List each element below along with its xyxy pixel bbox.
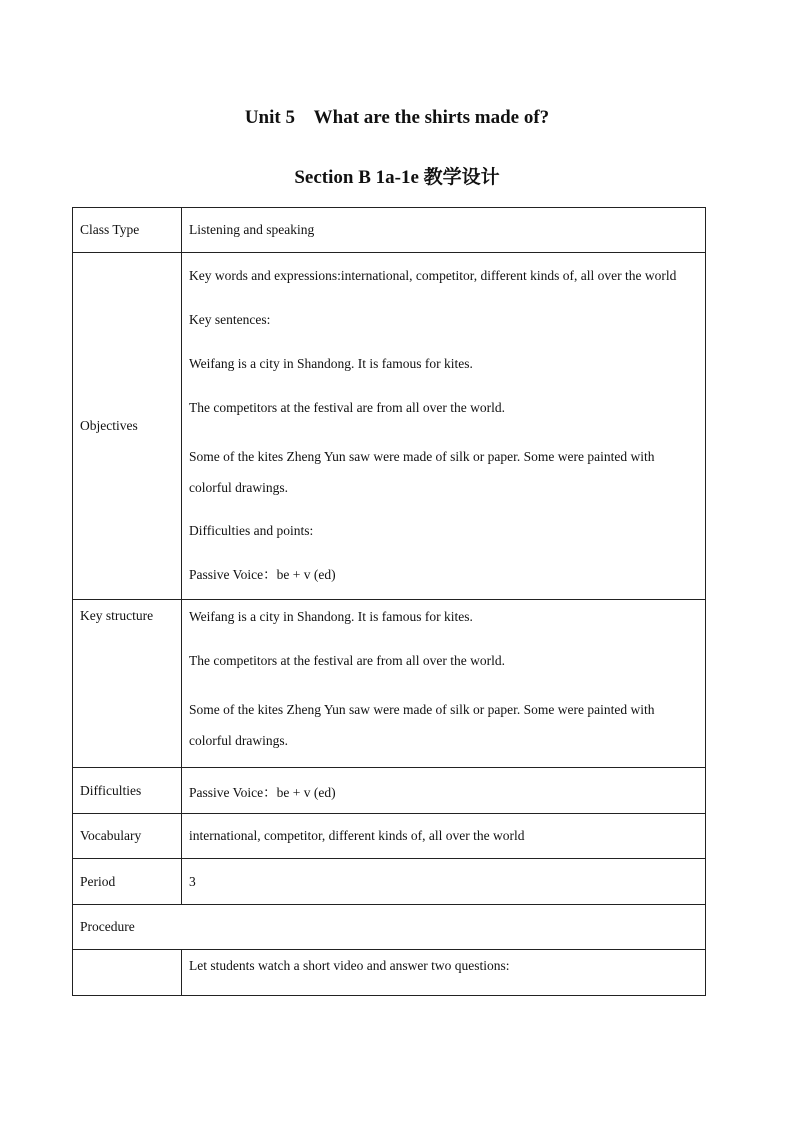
document-subtitle: Section B 1a-1e 教学设计 bbox=[294, 167, 500, 188]
value-class-type: Listening and speaking bbox=[182, 208, 706, 253]
label-key-structure: Key structure bbox=[73, 600, 182, 768]
row-class-type bbox=[73, 208, 706, 253]
objectives-line: Key sentences: bbox=[189, 311, 271, 327]
label-difficulties: Difficulties bbox=[73, 768, 182, 814]
row-difficulties bbox=[73, 768, 706, 814]
key-structure-line: Weifang is a city in Shandong. It is famous for kites. bbox=[189, 609, 473, 624]
label-procedure-step bbox=[73, 950, 182, 996]
value-vocabulary: international, competitor, different kinds of, all over the world bbox=[182, 814, 706, 859]
row-key-structure bbox=[73, 600, 706, 768]
key-structure-line: The competitors at the festival are from all over the world. bbox=[189, 653, 506, 668]
objectives-line: Weifang is a city in Shandong. It is famous for kites. bbox=[189, 355, 473, 371]
objectives-line: Passive Voice：be + v (ed) bbox=[189, 566, 336, 582]
value-key-structure bbox=[182, 600, 706, 768]
value-period: 3 bbox=[182, 859, 706, 905]
objectives-line: The competitors at the festival are from all over the world. bbox=[189, 399, 506, 415]
row-vocabulary bbox=[73, 814, 706, 859]
row-procedure-step bbox=[73, 950, 706, 996]
objectives-line: Difficulties and points: bbox=[189, 522, 314, 538]
value-difficulties: Passive Voice：be + v (ed) bbox=[182, 768, 706, 814]
label-period: Period bbox=[73, 859, 182, 905]
label-procedure: Procedure bbox=[73, 905, 706, 950]
label-class-type: Class Type bbox=[73, 208, 182, 253]
objectives-line: Some of the kites Zheng Yun saw were made of silk or paper. Some were painted with colorful drawings. bbox=[189, 448, 655, 495]
row-procedure bbox=[73, 905, 706, 950]
label-vocabulary: Vocabulary bbox=[73, 814, 182, 859]
key-structure-line: Some of the kites Zheng Yun saw were made of silk or paper. Some were painted with colorful drawings. bbox=[189, 702, 655, 748]
objectives-line: Key words and expressions:international, competitor, different kinds of, all over the world bbox=[189, 267, 677, 283]
label-objectives: Objectives bbox=[73, 253, 182, 600]
value-objectives bbox=[182, 253, 706, 600]
row-period bbox=[73, 859, 706, 905]
document-title: Unit 5 What are the shirts made of? bbox=[244, 107, 550, 128]
lesson-plan-table bbox=[72, 207, 706, 996]
value-procedure-step: Let students watch a short video and answer two questions: bbox=[182, 950, 706, 996]
row-objectives bbox=[73, 253, 706, 600]
